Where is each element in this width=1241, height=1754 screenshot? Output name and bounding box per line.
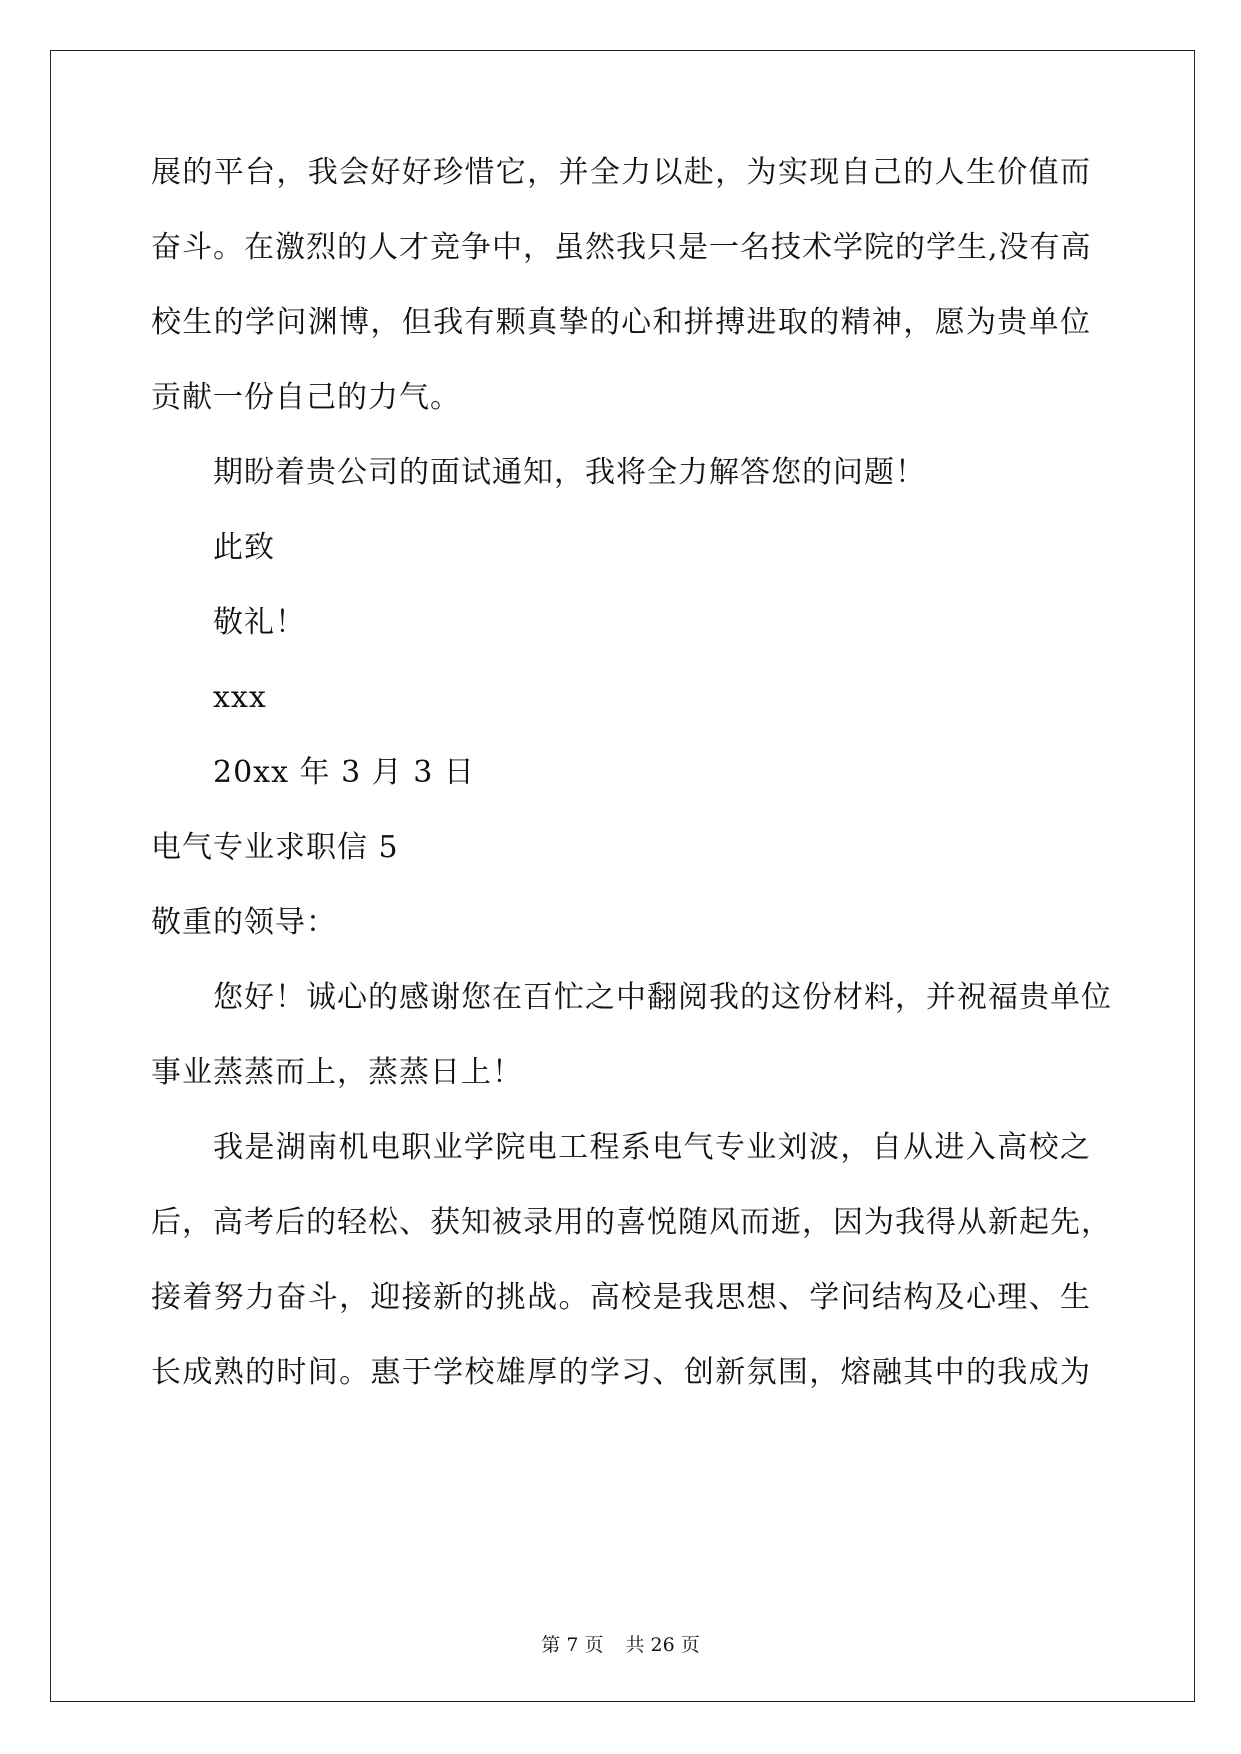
closing-line: 敬礼！: [213, 605, 306, 640]
signature-name: xxx: [213, 680, 267, 715]
page-number: 第 7 页: [541, 1634, 604, 1656]
page-border: [50, 50, 1195, 1702]
paragraph-line: 校生的学问渊博，但我有颗真挚的心和拼搏进取的精神，愿为贵单位: [151, 305, 1091, 340]
signature-date: 20xx 年 3 月 3 日: [213, 755, 475, 790]
paragraph-line: 期盼着贵公司的面试通知，我将全力解答您的问题！: [213, 455, 926, 490]
page-total: 共 26 页: [625, 1634, 700, 1656]
paragraph-line: 后，高考后的轻松、获知被录用的喜悦随风而逝，因为我得从新起先，: [151, 1205, 1112, 1240]
paragraph-line: 我是湖南机电职业学院电工程系电气专业刘波，自从进入高校之: [213, 1130, 1091, 1165]
closing-line: 此致: [213, 530, 275, 565]
paragraph-line: 长成熟的时间。惠于学校雄厚的学习、创新氛围，熔融其中的我成为: [151, 1355, 1091, 1390]
paragraph-line: 接着努力奋斗，迎接新的挑战。高校是我思想、学问结构及心理、生: [151, 1280, 1091, 1315]
paragraph-line: 事业蒸蒸而上，蒸蒸日上！: [151, 1055, 523, 1090]
salutation: 敬重的领导：: [151, 905, 337, 940]
paragraph-line: 您好！诚心的感谢您在百忙之中翻阅我的这份材料，并祝福贵单位: [213, 980, 1112, 1015]
paragraph-line: 贡献一份自己的力气。: [151, 380, 461, 415]
paragraph-line: 奋斗。在激烈的人才竞争中，虽然我只是一名技术学院的学生,没有高: [151, 230, 1092, 265]
section-heading: 电气专业求职信 5: [151, 830, 399, 865]
page-footer: [0, 1630, 1241, 1657]
paragraph-line: 展的平台，我会好好珍惜它，并全力以赴，为实现自己的人生价值而: [151, 155, 1091, 190]
